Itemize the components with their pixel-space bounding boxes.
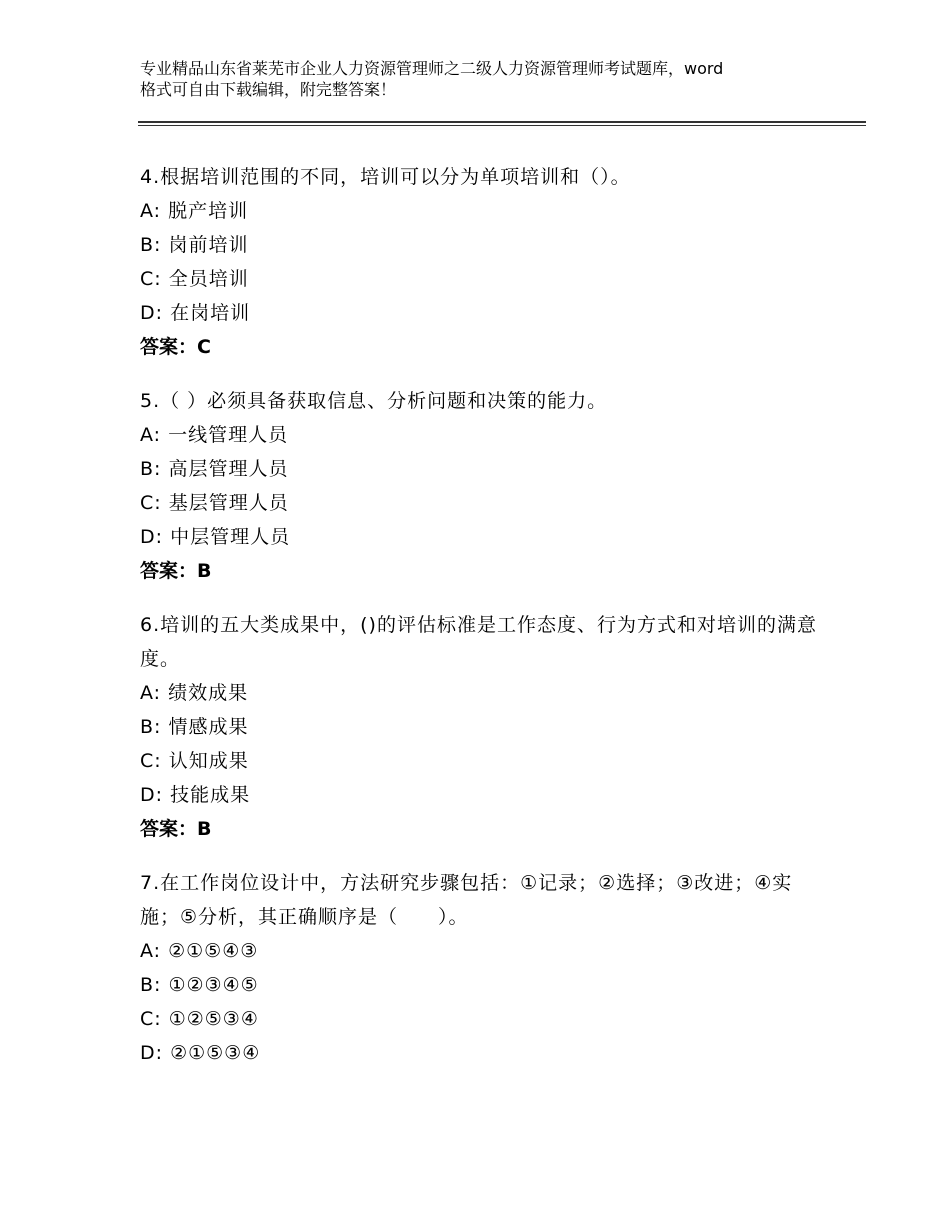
option-b: B: ①②③④⑤ (140, 974, 259, 996)
header-line-2: 格式可自由下载编辑，附完整答案！ (140, 80, 397, 99)
option-c: C: ①②⑤③④ (140, 1008, 259, 1030)
question-5 (140, 384, 820, 588)
option-c: C: 认知成果 (140, 750, 249, 772)
option-a: A: 一线管理人员 (140, 424, 289, 446)
option-b: B: 岗前培训 (140, 234, 249, 256)
answer-label: 答案：B (140, 560, 212, 582)
question-text: 5.（ ）必须具备获取信息、分析问题和决策的能力。 (140, 390, 608, 412)
answer-label: 答案：B (140, 818, 212, 840)
question-text: 7.在工作岗位设计中，方法研究步骤包括：①记录；②选择；③改进；④实施；⑤分析，其正确顺序是（ ）。 (140, 872, 793, 928)
option-d: D: 技能成果 (140, 784, 251, 806)
answer-label: 答案：C (140, 336, 211, 358)
question-6 (140, 608, 820, 846)
header-rule-thick (138, 121, 866, 123)
question-text: 4.根据培训范围的不同，培训可以分为单项培训和（）。 (140, 166, 631, 188)
option-b: B: 情感成果 (140, 716, 249, 738)
option-a: A: ②①⑤④③ (140, 940, 259, 962)
header-rule-thin (138, 125, 866, 126)
option-d: D: 中层管理人员 (140, 526, 291, 548)
document-header (140, 58, 830, 100)
question-list (140, 160, 820, 1090)
option-c: C: 基层管理人员 (140, 492, 289, 514)
option-d: D: 在岗培训 (140, 302, 251, 324)
header-line-1: 专业精品山东省莱芜市企业人力资源管理师之二级人力资源管理师考试题库，word (140, 59, 724, 78)
question-7 (140, 866, 820, 1070)
option-b: B: 高层管理人员 (140, 458, 289, 480)
option-a: A: 绩效成果 (140, 682, 249, 704)
question-text: 6.培训的五大类成果中，()的评估标准是工作态度、行为方式和对培训的满意度。 (140, 614, 817, 670)
option-d: D: ②①⑤③④ (140, 1042, 261, 1064)
option-a: A: 脱产培训 (140, 200, 249, 222)
option-c: C: 全员培训 (140, 268, 249, 290)
question-4 (140, 160, 820, 364)
